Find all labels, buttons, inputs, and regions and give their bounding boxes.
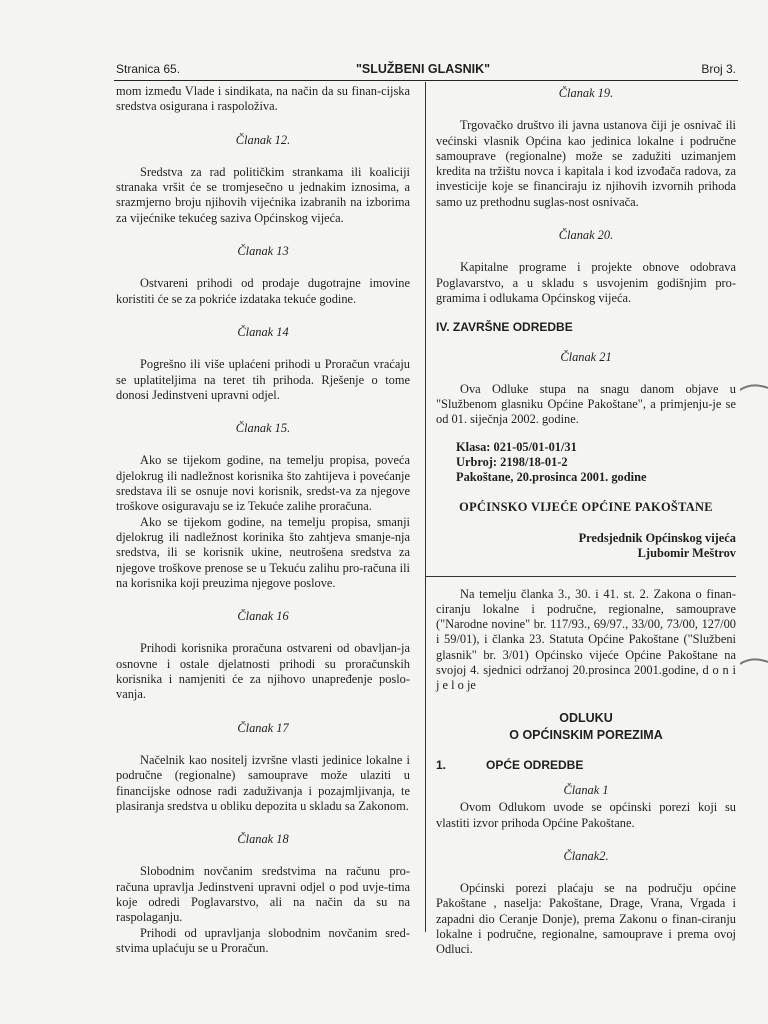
paragraph: Pogrešno ili više uplaćeni prihodi u Proračun vraćaju se uplatiteljima na teret tih prihoda. Rješenje o tome donosi Jedinstveni upravni odjel. [116, 357, 410, 402]
paragraph: Ova Odluke stupa na snagu danom objave u "Službenom glasniku Općine Pakoštane", a primjenju-je se od 01. siječnja 2002. godine. [436, 381, 736, 427]
place-date-line: Pakoštane, 20.prosinca 2001. godine [456, 470, 647, 485]
binder-clip-mark [740, 656, 768, 666]
paragraph: Kapitalne programe i projekte obnove odobrava Poglavarstvo, a u skladu s usvojenim godišnjim pro-gramima i odlukama Općinskog vijeća. [436, 260, 736, 305]
paragraph: mom između Vlade i sindikata, na način da su finan-cijska sredstva osigurana i raspoloživa. [116, 84, 410, 114]
page-number: Stranica 65. [116, 62, 181, 76]
decision-title [436, 710, 736, 744]
paragraph: Trgovačko društvo ili javna ustanova čiji je osnivač ili većinski vlasnik Općina kao jedinica lokalne i područne samouprave (regionalne) može se zadužiti uzimanjem kredita na tržištu novca i kapitala i kod izvođača radova, za investicije koje se financiraju iz njihovih izvornih prihoda samo uz prethodnu suglas-nost osnivača. [436, 118, 736, 209]
paragraph: Načelnik kao nositelj izvršne vlasti jedinice lokalne i područne (regionalne) samouprave može ulaziti u financijske odnose radi zaduživanja i pozajmljivanja, te plasiranja sredstva u obliku depozita u skladu sa Zakonom. [116, 752, 410, 813]
section-rule [426, 576, 736, 577]
binder-clip-mark [740, 382, 768, 392]
publication-title: "SLUŽBENI GLASNIK" [356, 62, 491, 76]
paragraph: Ovom Odlukom uvode se općinski porezi koji su vlastiti izvor prihoda Općine Pakoštane. [436, 800, 736, 830]
column-divider [425, 82, 426, 932]
article-heading: Članak 21 [560, 349, 612, 364]
header-rule [114, 80, 738, 81]
article-heading: Članak 15. [235, 421, 291, 436]
paragraph: Ostvareni prihodi od prodaje dugotrajne imovine koristiti će se za pokriće izdataka tekuće godine. [116, 276, 410, 306]
paragraph: Sredstva za rad političkim strankama ili koaliciji stranaka vršit će se tromjesečno u jednakim iznosima, a srazmjerno broju njihovih vijećnika izabranih na izborima za vijećnike tekućeg saziva Općinskog vijeća. [116, 164, 410, 225]
article-heading: Članak 13 [237, 244, 289, 259]
article-heading: Članak 20. [558, 228, 614, 243]
article-heading: Članak 16 [237, 609, 289, 624]
paragraph: Ako se tijekom godine, na temelju propisa, poveća djelokrug ili nadležnost korisnika što zahtijeva i povećanje sredstava ili se osnuje novi korisnik, sredst-va za njegove troškove osiguravaju se iz Tekuće zalihe proračuna. [116, 453, 410, 514]
section-title: OPĆE ODREDBE [486, 757, 584, 772]
preamble: Na temelju članka 3., 30. i 41. st. 2. Zakona o finan-ciranju lokalne i područne, regionalne, samouprave ("Narodne novine" br. 117/93., 69/97., 33/00, 73/00, 127/00 i 59/01), i članka 23. Statuta Općine Pakoštane ("Službeni glasnik" br. 3/01) Općinsko vijeće Općine Pakoštane na svojoj 4. sjednici održanoj 20.prosinca 2001.godine, d o n i j e l o je [436, 586, 736, 693]
decision-title-line1: ODLUKU [559, 710, 613, 725]
article-heading: Članak 19. [558, 86, 614, 100]
article-heading: Članak 14 [237, 324, 289, 339]
article-heading: Članak 12. [235, 132, 291, 147]
page-header [116, 62, 736, 82]
issue-number: Broj 3. [701, 62, 736, 76]
council-name: OPĆINSKO VIJEĆE OPĆINE PAKOŠTANE [459, 499, 713, 514]
article-heading: Članak2. [563, 848, 609, 863]
paragraph: Općinski porezi plaćaju se na području općine Pakoštane , naselja: Pakoštane, Drage, Vrana, Vrgada i zapadni dio Ceranje Donje), prema Zakonu o finan-ciranju lokalne i područne, regionalne, samouprave i prema ovoj Odluci. [436, 881, 736, 957]
document-reference [436, 440, 736, 486]
right-column [436, 84, 736, 958]
section-heading [436, 758, 736, 773]
paragraph: Prihodi korisnika proračuna ostvareni od obavljan-ja osnovne i ostale djelatnosti prihodi su proračunskih korisnika i namjeniti će za njihovo unapređenje poslo-vanja. [116, 641, 410, 702]
article-heading: Članak 1 [563, 782, 609, 797]
paragraph: Slobodnim novčanim sredstvima na računu pro-računa upravlja Jedinstveni upravni odjel o pod uvje-tima koje odredi Poglavarstvo, ali na način da su na raspolaganju. [116, 864, 410, 925]
paragraph: Ako se tijekom godine, na temelju propisa, smanji djelokrug ili nadležnost korinika što zahtjeva smanje-nja sredstva, ili se korisnik ukine, neutrošena sredstva za njegove troškove prenose se u Tekuću zalihu pro-računa ili na korisnika koji preuzima njegove poslove. [116, 514, 410, 590]
section-heading: IV. ZAVRŠNE ODREDBE [436, 320, 573, 335]
section-number: 1. [436, 757, 447, 772]
klasa-line: Klasa: 021-05/01-01/31 [456, 439, 577, 454]
article-heading: Članak 18 [237, 832, 289, 847]
paragraph: Prihodi od upravljanja slobodnim novčanim sred-stvima uplaćuju se u Proračun. [116, 925, 410, 955]
signature-name: Ljubomir Meštrov [637, 546, 736, 561]
decision-title-line2: O OPĆINSKIM POREZIMA [509, 727, 663, 742]
urbroj-line: Urbroj: 2198/18-01-2 [456, 455, 568, 470]
signature-title: Predsjednik Općinskog vijeća [578, 530, 736, 545]
article-heading: Članak 17 [237, 720, 289, 735]
left-column [116, 84, 410, 956]
